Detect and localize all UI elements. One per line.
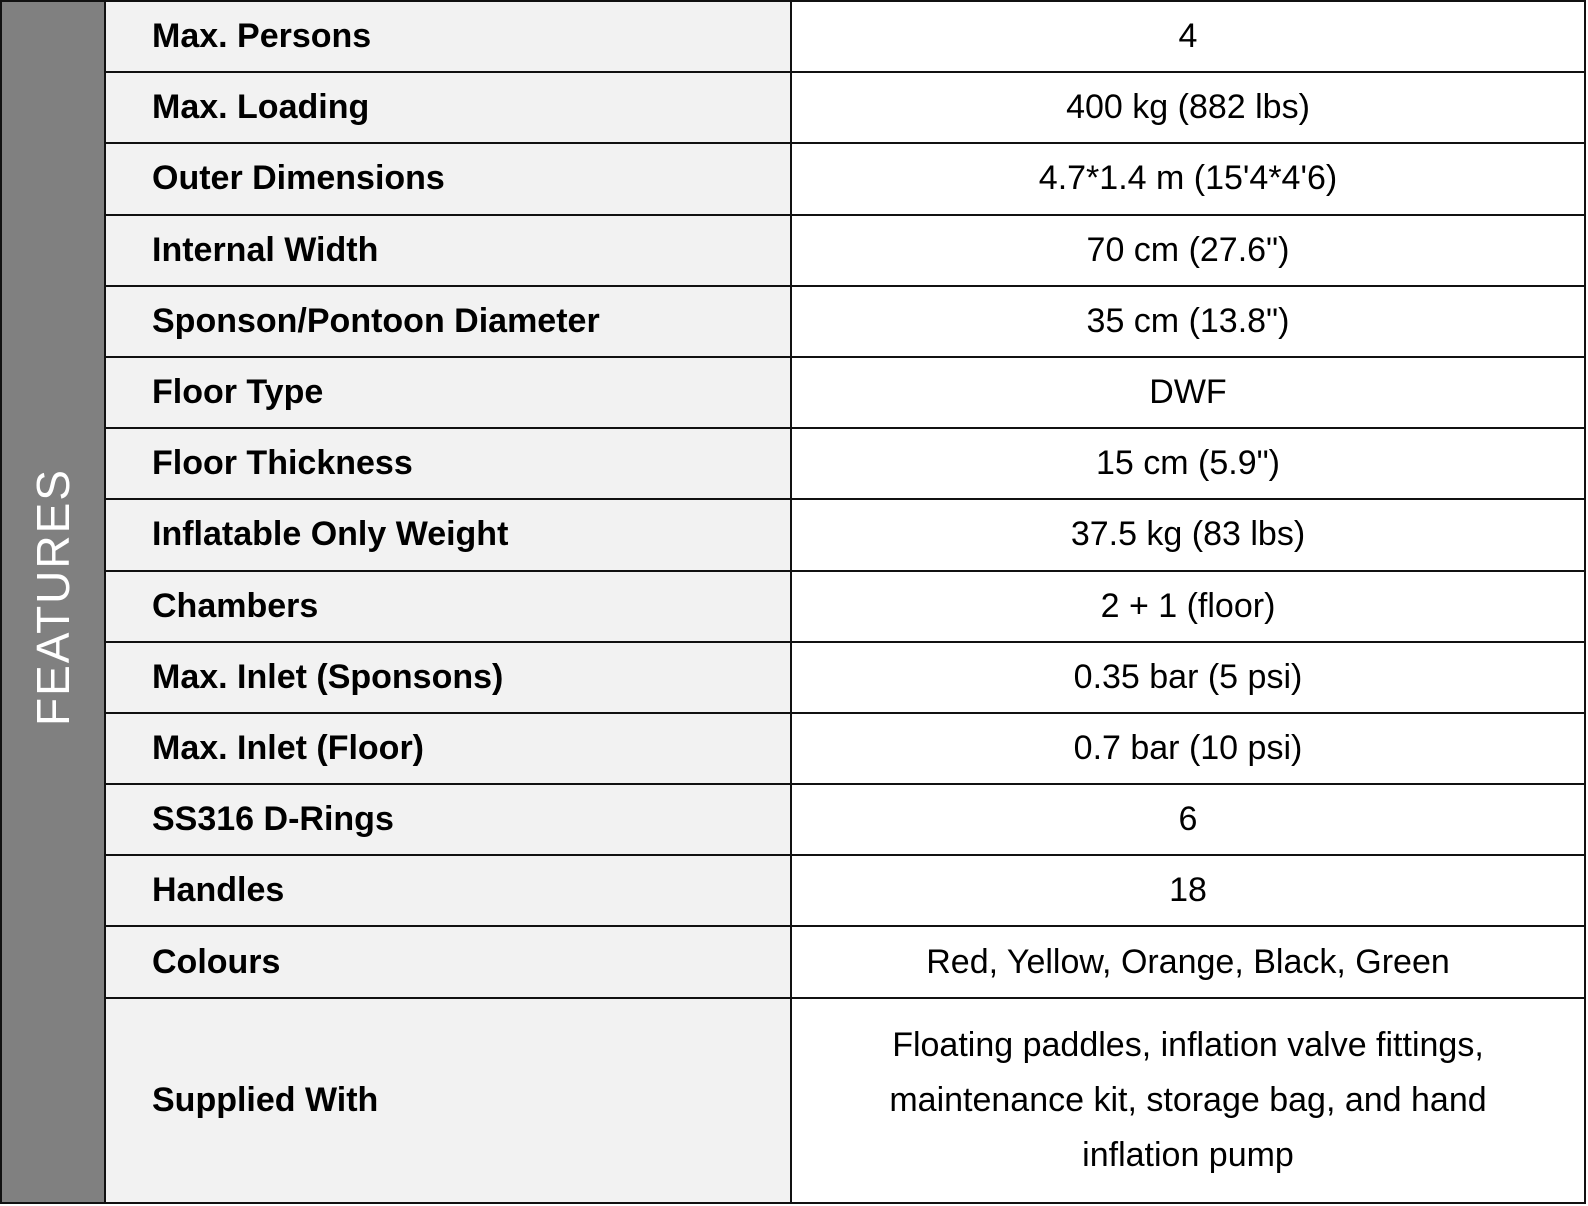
spec-value: 37.5 kg (83 lbs) — [792, 500, 1584, 569]
spec-value: 400 kg (882 lbs) — [792, 73, 1584, 142]
spec-value: 2 + 1 (floor) — [792, 572, 1584, 641]
spec-row-chambers — [106, 572, 1584, 643]
spec-row-max-inlet-sponsons — [106, 643, 1584, 714]
spec-label: Max. Loading — [106, 73, 792, 142]
spec-row-max-inlet-floor — [106, 714, 1584, 785]
spec-label: Max. Inlet (Floor) — [106, 714, 792, 783]
spec-value: Floating paddles, inflation valve fittings, maintenance kit, storage bag, and hand inflation pump — [792, 999, 1584, 1202]
spec-row-max-loading — [106, 73, 1584, 144]
spec-label: Max. Persons — [106, 2, 792, 71]
spec-label: Floor Thickness — [106, 429, 792, 498]
spec-value: 35 cm (13.8") — [792, 287, 1584, 356]
spec-value: 15 cm (5.9") — [792, 429, 1584, 498]
spec-label: Floor Type — [106, 358, 792, 427]
spec-label: Internal Width — [106, 216, 792, 285]
spec-value: 70 cm (27.6") — [792, 216, 1584, 285]
spec-value: 18 — [792, 856, 1584, 925]
spec-row-d-rings — [106, 785, 1584, 856]
spec-row-handles — [106, 856, 1584, 927]
spec-row-floor-thickness — [106, 429, 1584, 500]
spec-label: Outer Dimensions — [106, 144, 792, 213]
spec-row-floor-type — [106, 358, 1584, 429]
spec-label: Sponson/Pontoon Diameter — [106, 287, 792, 356]
spec-value: Red, Yellow, Orange, Black, Green — [792, 927, 1584, 996]
spec-value: DWF — [792, 358, 1584, 427]
spec-row-sponson-diameter — [106, 287, 1584, 358]
spec-row-outer-dimensions — [106, 144, 1584, 215]
spec-label: Colours — [106, 927, 792, 996]
spec-row-inflatable-weight — [106, 500, 1584, 571]
spec-row-internal-width — [106, 216, 1584, 287]
spec-label: SS316 D-Rings — [106, 785, 792, 854]
spec-label: Inflatable Only Weight — [106, 500, 792, 569]
features-section-label: FEATURES — [27, 468, 79, 726]
spec-value: 6 — [792, 785, 1584, 854]
spec-label: Max. Inlet (Sponsons) — [106, 643, 792, 712]
spec-row-supplied-with — [106, 999, 1584, 1202]
spec-value: 0.7 bar (10 psi) — [792, 714, 1584, 783]
spec-value: 4.7*1.4 m (15'4*4'6) — [792, 144, 1584, 213]
features-side-band — [2, 2, 106, 1202]
spec-value: 0.35 bar (5 psi) — [792, 643, 1584, 712]
spec-rows — [106, 2, 1584, 1202]
spec-value: 4 — [792, 2, 1584, 71]
spec-label: Supplied With — [106, 999, 792, 1202]
spec-row-colours — [106, 927, 1584, 998]
spec-label: Handles — [106, 856, 792, 925]
spec-label: Chambers — [106, 572, 792, 641]
spec-row-max-persons — [106, 2, 1584, 73]
